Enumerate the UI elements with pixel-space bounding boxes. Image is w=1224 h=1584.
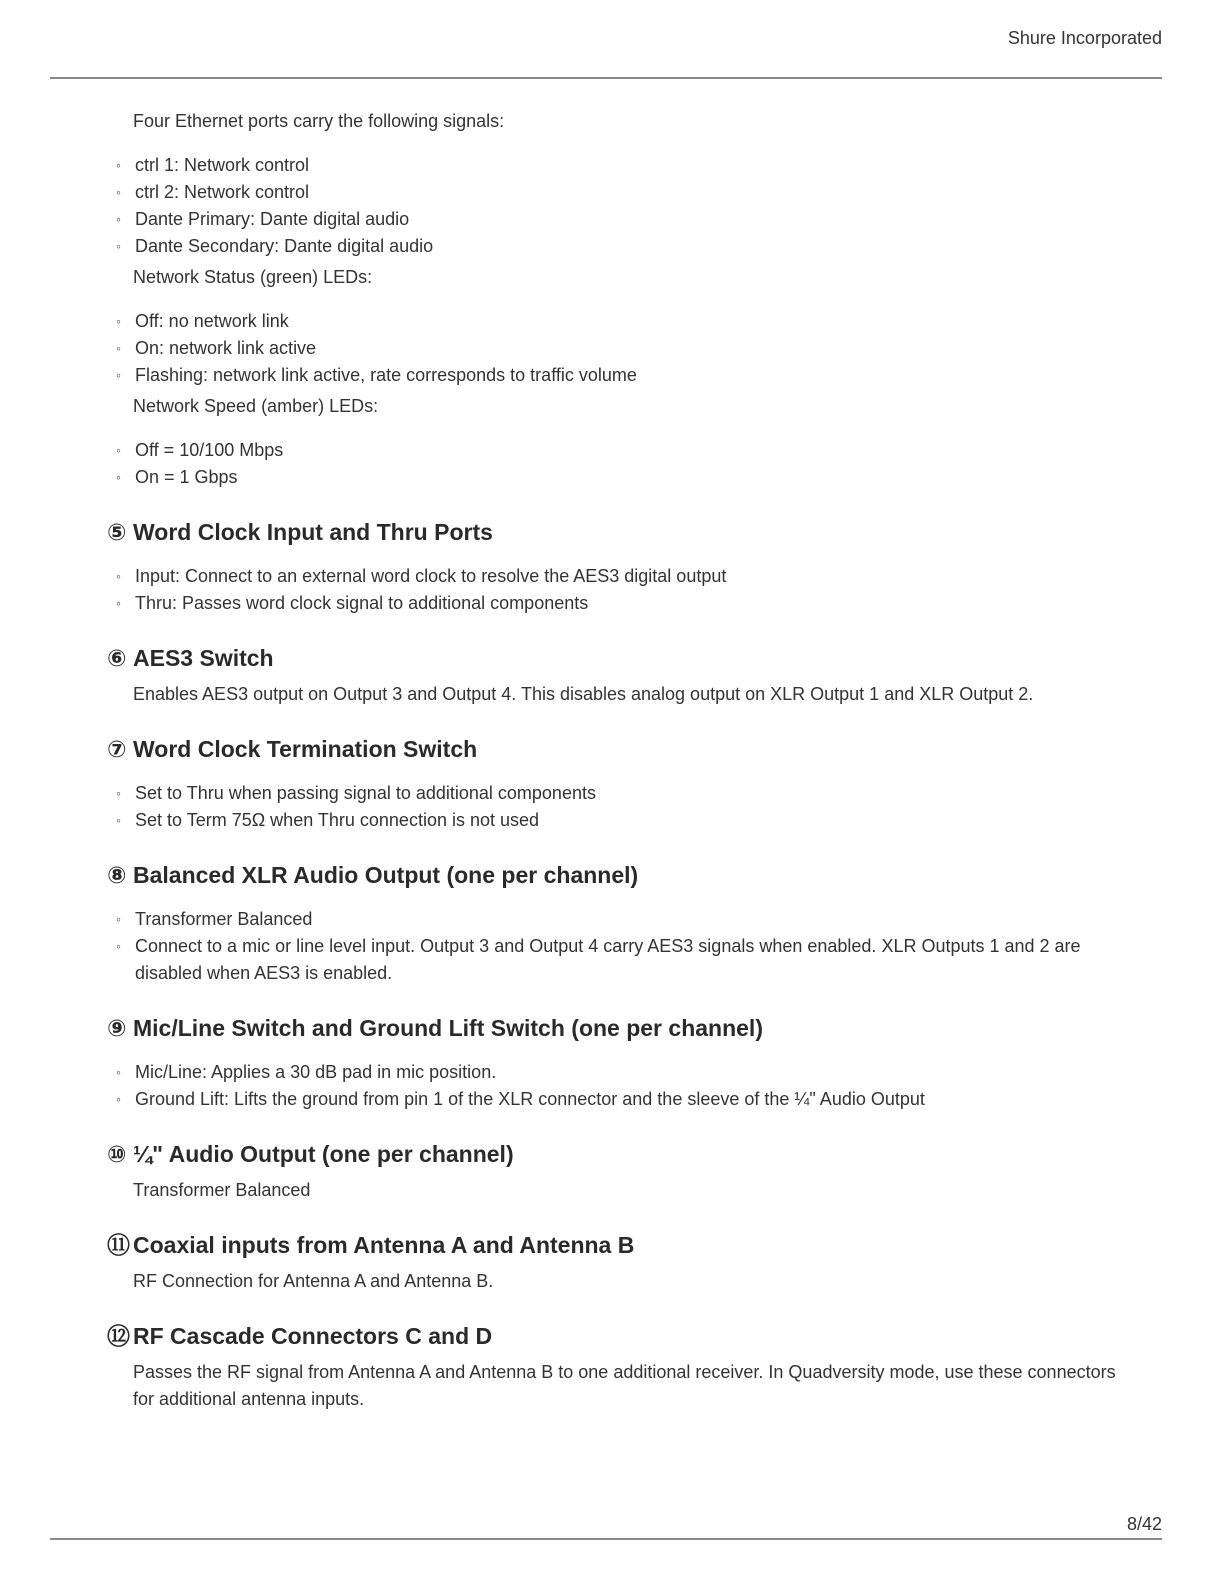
bullet-icon: ◦ <box>116 313 121 329</box>
section-number: ⑪ <box>107 1232 130 1258</box>
section-number: ⑥ <box>107 645 127 671</box>
list-item: ◦ On: network link active <box>107 335 1117 362</box>
list-item: ◦ Dante Primary: Dante digital audio <box>107 206 1117 233</box>
bullet-icon: ◦ <box>116 595 121 611</box>
network-speed-intro: Network Speed (amber) LEDs: <box>133 396 379 416</box>
bullet-icon: ◦ <box>116 442 121 458</box>
bullet-icon: ◦ <box>116 938 121 954</box>
section-heading-rf-cascade: ⑫ RF Cascade Connectors C and D <box>107 1323 493 1349</box>
bullet-icon: ◦ <box>116 812 121 828</box>
page-header <box>50 0 1162 79</box>
list-item: ◦ Dante Secondary: Dante digital audio <box>107 233 1117 260</box>
page-footer <box>50 1514 1162 1540</box>
section-heading-aes3-switch: ⑥ AES3 Switch <box>107 645 274 671</box>
list-item: ◦ Input: Connect to an external word clock to resolve the AES3 digital output <box>107 563 1117 590</box>
section-number: ⑩ <box>107 1141 127 1167</box>
word-clock-termination-list <box>107 780 1117 834</box>
word-clock-ports-list <box>107 563 1117 617</box>
section-number: ⑨ <box>107 1015 127 1041</box>
list-item: ◦ Off: no network link <box>107 308 1117 335</box>
section-number: ⑫ <box>107 1323 130 1349</box>
list-item: ◦ ctrl 2: Network control <box>107 179 1117 206</box>
list-item: ◦ Off = 10/100 Mbps <box>107 437 1117 464</box>
list-item: ◦ Flashing: network link active, rate corresponds to traffic volume <box>107 362 1117 389</box>
section-heading-mic-line-switch: ⑨ Mic/Line Switch and Ground Lift Switch (one per channel) <box>107 1015 763 1041</box>
section-number: ⑦ <box>107 736 127 762</box>
quarter-inch-output-text: Transformer Balanced <box>133 1180 311 1200</box>
company-name: Shure Incorporated <box>1007 28 1162 48</box>
network-status-intro: Network Status (green) LEDs: <box>133 267 373 287</box>
section-heading-quarter-inch-output: ⑩ ¼" Audio Output (one per channel) <box>107 1141 514 1167</box>
bullet-icon: ◦ <box>116 367 121 383</box>
bullet-icon: ◦ <box>116 568 121 584</box>
section-heading-word-clock-termination: ⑦ Word Clock Termination Switch <box>107 736 478 762</box>
document-body <box>107 108 1117 1413</box>
bullet-icon: ◦ <box>116 469 121 485</box>
ethernet-list <box>107 152 1117 260</box>
list-item: ◦ Transformer Balanced <box>107 906 1117 933</box>
bullet-icon: ◦ <box>116 157 121 173</box>
section-number: ⑤ <box>107 519 127 545</box>
bullet-icon: ◦ <box>116 785 121 801</box>
section-heading-xlr-output: ⑧ Balanced XLR Audio Output (one per channel) <box>107 862 639 888</box>
bullet-icon: ◦ <box>116 211 121 227</box>
section-heading-coaxial-inputs: ⑪ Coaxial inputs from Antenna A and Antenna B <box>107 1232 635 1258</box>
page-number: 8/42 <box>1126 1514 1162 1534</box>
section-heading-word-clock-ports: ⑤ Word Clock Input and Thru Ports <box>107 519 493 545</box>
bullet-icon: ◦ <box>116 1091 121 1107</box>
list-item: ◦ Connect to a mic or line level input. Output 3 and Output 4 carry AES3 signals when enabled. XLR Outputs 1 and 2 are disabled when AES3 is enabled. <box>107 933 1117 987</box>
network-speed-list <box>107 437 1117 491</box>
bullet-icon: ◦ <box>116 184 121 200</box>
ethernet-intro: Four Ethernet ports carry the following signals: <box>133 111 505 131</box>
list-item: ◦ Set to Thru when passing signal to additional components <box>107 780 1117 807</box>
list-item: ◦ Thru: Passes word clock signal to additional components <box>107 590 1117 617</box>
list-item: ◦ ctrl 1: Network control <box>107 152 1117 179</box>
bullet-icon: ◦ <box>116 340 121 356</box>
mic-line-switch-list <box>107 1059 1117 1113</box>
list-item: ◦ Mic/Line: Applies a 30 dB pad in mic position. <box>107 1059 1117 1086</box>
list-item: ◦ Set to Term 75Ω when Thru connection is not used <box>107 807 1117 834</box>
aes3-switch-text: Enables AES3 output on Output 3 and Output 4. This disables analog output on XLR Output 1 and XLR Output 2. <box>133 684 1034 704</box>
rf-cascade-text: Passes the RF signal from Antenna A and Antenna B to one additional receiver. In Quadversity mode, use these connectors for additional antenna inputs. <box>133 1362 1116 1409</box>
bullet-icon: ◦ <box>116 911 121 927</box>
network-status-list <box>107 308 1117 389</box>
bullet-icon: ◦ <box>116 1064 121 1080</box>
list-item: ◦ Ground Lift: Lifts the ground from pin 1 of the XLR connector and the sleeve of the ¼" Audio Output <box>107 1086 1117 1113</box>
coaxial-inputs-text: RF Connection for Antenna A and Antenna B. <box>133 1271 494 1291</box>
xlr-output-list <box>107 906 1117 987</box>
bullet-icon: ◦ <box>116 238 121 254</box>
section-number: ⑧ <box>107 862 127 888</box>
list-item: ◦ On = 1 Gbps <box>107 464 1117 491</box>
